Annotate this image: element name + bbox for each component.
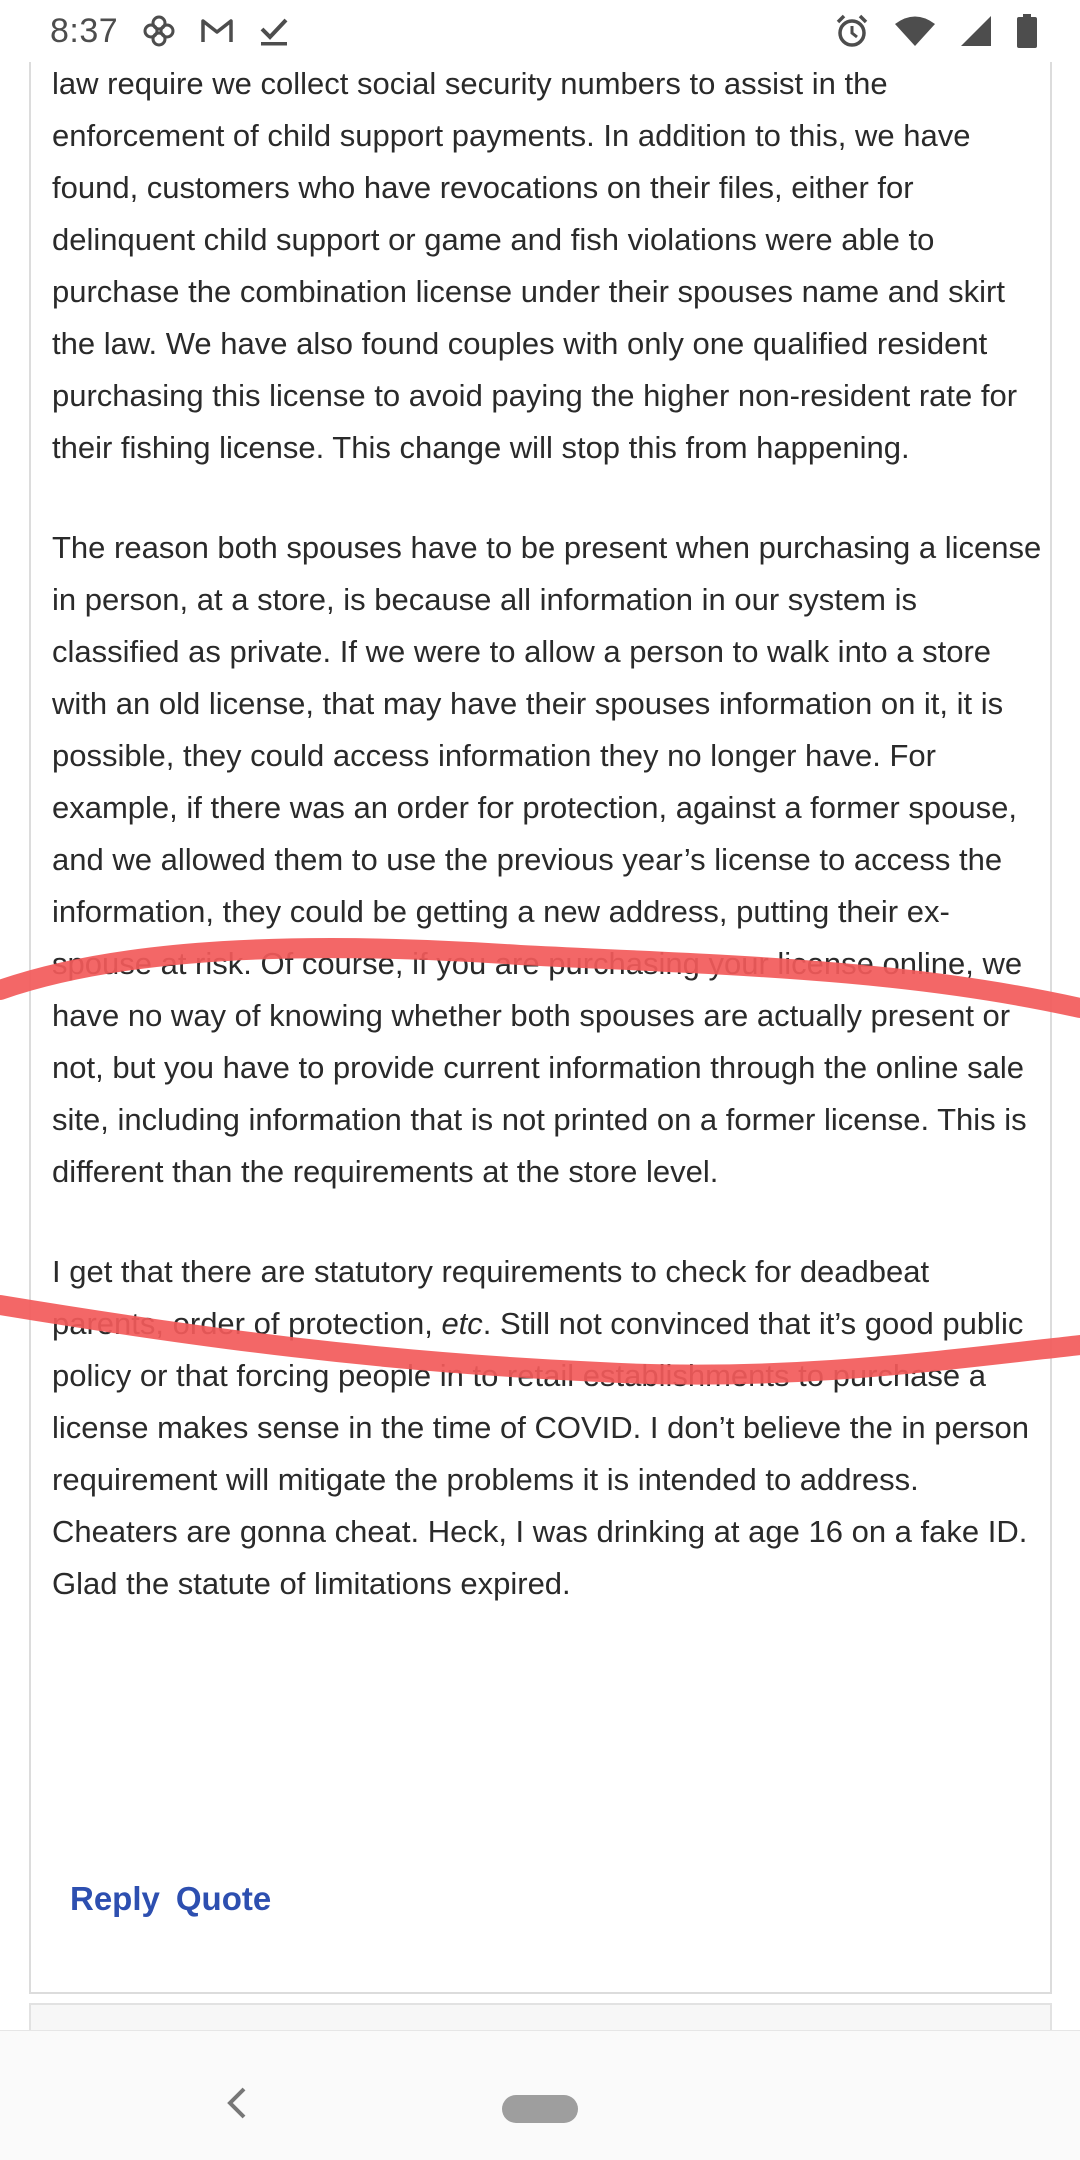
reply-button[interactable]: Reply	[70, 1880, 160, 1917]
post-actions	[70, 1880, 271, 1918]
wifi-icon	[894, 15, 936, 47]
status-left	[50, 12, 290, 51]
status-right	[834, 13, 1038, 49]
reply-text-end: . Still not convinced that it’s good public policy or that forcing people in to retail establishments to purchase a license makes sense in the time of COVID. I don’t believe the in person requirement will mitigate the problems it is intended to address. Cheaters are gonna cheat. Heck, I was drinking at age 16 on a fake ID. Glad the statute of limitations expired.	[52, 1306, 1029, 1601]
reply-text-start: I get that there are statutory requirements to check for deadbeat parents, order of protection,	[52, 1254, 930, 1341]
reply-text-emphasis: etc	[441, 1306, 483, 1341]
navigation-bar	[0, 2030, 1080, 2160]
back-icon[interactable]	[218, 2083, 258, 2123]
pinwheel-icon	[142, 14, 176, 48]
next-post-edge	[29, 2003, 1052, 2031]
status-bar	[0, 0, 1080, 62]
check-icon	[258, 15, 290, 47]
battery-icon	[1016, 13, 1038, 49]
alarm-icon	[834, 13, 870, 49]
reply-paragraph	[52, 1246, 1042, 1610]
gmail-icon	[200, 17, 234, 45]
post-paragraph: law require we collect social security numbers to assist in the enforcement of child support payments. In addition to this, we have found, customers who have revocations on their files, either for delinquent child support or game and fish violations were able to purchase the combination license under their spouses name and skirt the law. We have also found couples with only one qualified resident purchasing this license to avoid paying the higher non-resident rate for their fishing license. This change will stop this from happening.	[52, 66, 1018, 465]
signal-icon	[960, 15, 992, 47]
quote-button[interactable]: Quote	[175, 1880, 272, 1917]
post-paragraph: The reason both spouses have to be present when purchasing a license in person, at a store, is because all information in our system is classified as private. If we were to allow a person to walk into a store with an old license, that may have their spouses information on it, it is possible, they could access information they no longer have. For example, if there was an order for protection, against a former spouse, and we allowed them to use the previous year’s license to access the information, they could be getting a new address, putting their ex-spouse at risk. Of course, if you are purchasing your license online, we have no way of knowing whether both spouses are actually present or not, but you have to provide current information through the online sale site, including information that is not printed on a former license. This is different than the requirements at the store level.	[52, 530, 1042, 1189]
status-time: 8:37	[50, 11, 119, 50]
home-pill[interactable]	[502, 2095, 578, 2123]
post-body	[52, 58, 1042, 1610]
